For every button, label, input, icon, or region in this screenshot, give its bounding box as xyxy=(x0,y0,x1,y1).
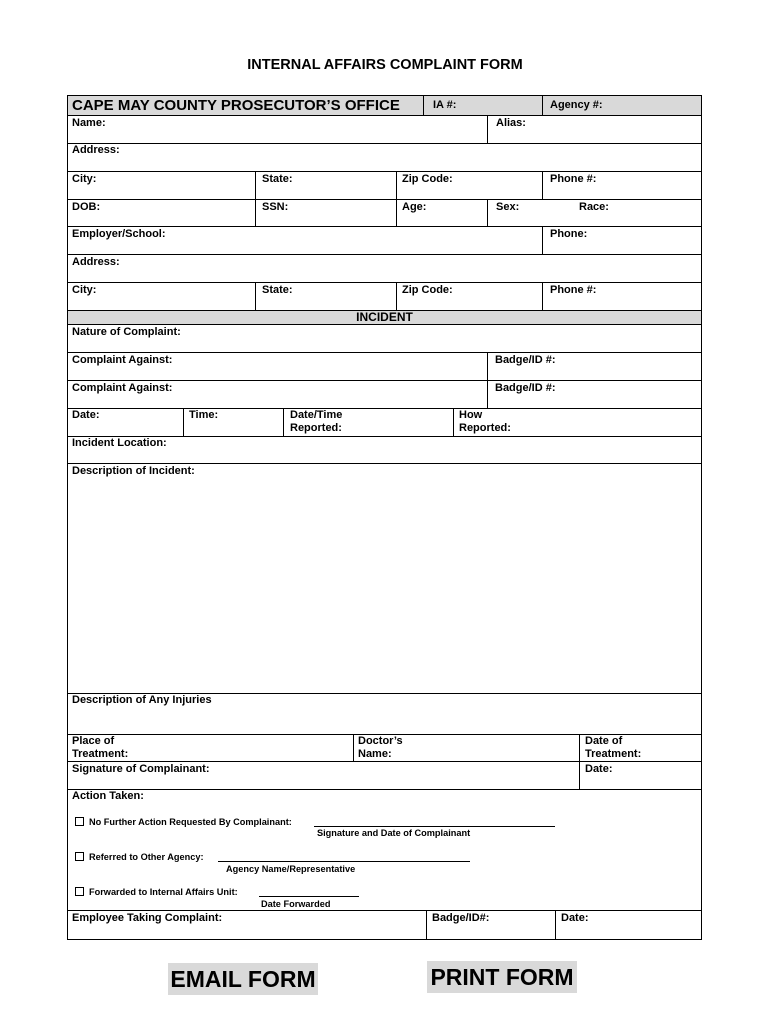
employer-phone2-field[interactable]: Phone #: xyxy=(550,284,597,296)
address-field[interactable]: Address: xyxy=(72,144,120,156)
incident-heading: INCIDENT xyxy=(356,310,413,324)
no-further-action-option[interactable] xyxy=(75,817,292,828)
employer-school-field[interactable]: Employer/School: xyxy=(72,228,166,240)
date-forwarded-line[interactable] xyxy=(259,896,359,897)
date-time-reported-label-1[interactable]: Date/Time xyxy=(290,409,343,421)
action-taken-heading: Action Taken: xyxy=(72,790,144,802)
employee-badge-field[interactable]: Badge/ID#: xyxy=(432,912,490,924)
complainant-signature-line[interactable] xyxy=(314,826,555,827)
referred-checkbox[interactable] xyxy=(75,852,84,861)
phone-field[interactable]: Phone #: xyxy=(550,173,597,185)
signature-date-field[interactable]: Date: xyxy=(585,763,613,775)
ia-number-field[interactable]: IA #: xyxy=(433,99,457,111)
date-time-reported-label-2[interactable]: Reported: xyxy=(290,422,342,434)
sex-field[interactable]: Sex: xyxy=(496,201,520,213)
doctor-name-label-2[interactable]: Name: xyxy=(358,748,392,760)
signature-caption: Signature and Date of Complainant xyxy=(317,828,471,838)
race-field[interactable]: Race: xyxy=(579,201,609,213)
badge-id-field-1[interactable]: Badge/ID #: xyxy=(495,354,556,366)
agency-name-line[interactable] xyxy=(218,861,470,862)
city-field[interactable]: City: xyxy=(72,173,97,185)
date-of-treatment-label-2[interactable]: Treatment: xyxy=(585,748,642,760)
name-field[interactable]: Name: xyxy=(72,117,106,129)
forwarded-option[interactable] xyxy=(75,887,238,898)
employer-city-field[interactable]: City: xyxy=(72,284,97,296)
office-name: CAPE MAY COUNTY PROSECUTOR’S OFFICE xyxy=(72,97,400,114)
dob-field[interactable]: DOB: xyxy=(72,201,101,213)
state-field[interactable]: State: xyxy=(262,173,293,185)
referred-option[interactable] xyxy=(75,852,204,863)
forwarded-checkbox[interactable] xyxy=(75,887,84,896)
nature-of-complaint-field[interactable]: Nature of Complaint: xyxy=(72,326,181,338)
referred-label: Referred to Other Agency: xyxy=(89,852,204,862)
agency-caption: Agency Name/Representative xyxy=(226,864,356,874)
ssn-field[interactable]: SSN: xyxy=(262,201,289,213)
form-title: INTERNAL AFFAIRS COMPLAINT FORM xyxy=(247,57,523,73)
how-reported-label-1[interactable]: How xyxy=(459,409,483,421)
age-field[interactable]: Age: xyxy=(402,201,427,213)
place-of-treatment-label-2[interactable]: Treatment: xyxy=(72,748,129,760)
complaint-against-field-1[interactable]: Complaint Against: xyxy=(72,354,173,366)
employer-address-field[interactable]: Address: xyxy=(72,256,120,268)
email-form-button[interactable]: EMAIL FORM xyxy=(168,963,318,995)
forwarded-label: Forwarded to Internal Affairs Unit: xyxy=(89,887,238,897)
complaint-form xyxy=(67,95,702,940)
no-further-action-label: No Further Action Requested By Complainant: xyxy=(89,817,292,827)
doctor-name-label-1[interactable]: Doctor’s xyxy=(358,735,403,747)
employee-date-field[interactable]: Date: xyxy=(561,912,589,924)
how-reported-label-2[interactable]: Reported: xyxy=(459,422,511,434)
date-forwarded-caption: Date Forwarded xyxy=(261,899,331,909)
incident-time-field[interactable]: Time: xyxy=(189,409,219,421)
complaint-against-field-2[interactable]: Complaint Against: xyxy=(72,382,173,394)
description-of-injuries-field[interactable]: Description of Any Injuries xyxy=(72,694,212,706)
no-further-action-checkbox[interactable] xyxy=(75,817,84,826)
badge-id-field-2[interactable]: Badge/ID #: xyxy=(495,382,556,394)
incident-location-field[interactable]: Incident Location: xyxy=(72,437,167,449)
zip-code-field[interactable]: Zip Code: xyxy=(402,173,453,185)
signature-of-complainant-field[interactable]: Signature of Complainant: xyxy=(72,763,210,775)
alias-field[interactable]: Alias: xyxy=(496,117,526,129)
date-of-treatment-label-1[interactable]: Date of xyxy=(585,735,623,747)
incident-date-field[interactable]: Date: xyxy=(72,409,100,421)
employer-zip-field[interactable]: Zip Code: xyxy=(402,284,453,296)
print-form-button[interactable]: PRINT FORM xyxy=(427,961,577,993)
description-of-incident-field[interactable]: Description of Incident: xyxy=(72,465,195,477)
place-of-treatment-label-1[interactable]: Place of xyxy=(72,735,115,747)
employer-state-field[interactable]: State: xyxy=(262,284,293,296)
employee-taking-complaint-field[interactable]: Employee Taking Complaint: xyxy=(72,912,223,924)
agency-number-field[interactable]: Agency #: xyxy=(550,99,603,111)
employer-phone-field[interactable]: Phone: xyxy=(550,228,588,240)
